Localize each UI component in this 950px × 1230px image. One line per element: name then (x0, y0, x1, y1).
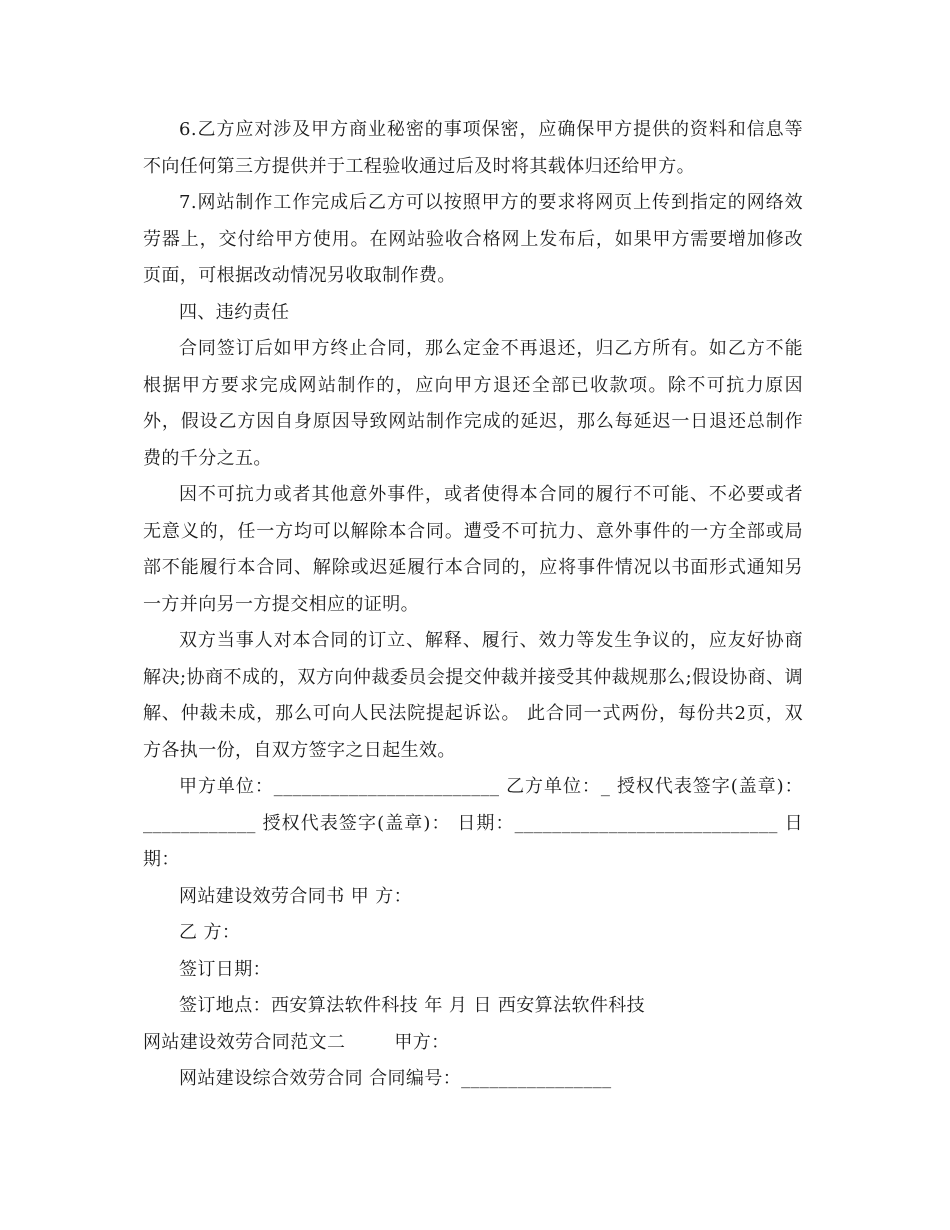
signature-block: 甲方单位：________________________ 乙方单位：_ 授权代表签字(盖章)：____________ 授权代表签字(盖章)： 日期：____________________________ 日期： (143, 776, 803, 870)
clause-6-paragraph: 6.乙方应对涉及甲方商业秘密的事项保密，应确保甲方提供的资料和信息等不向任何第三方提供并于工程验收通过后及时将其载体归还给甲方。 (143, 119, 803, 177)
sample-two-title-line: 网站建设效劳合同范文二 甲方： (143, 1031, 450, 1053)
sign-date-line: 签订日期： (179, 958, 271, 980)
breach-paragraph-force-majeure: 因不可抗力或者其他意外事件，或者使得本合同的履行不可能、不必要或者无意义的，任一方均可以解除本合同。遭受不可抗力、意外事件的一方全部或局部不能履行本合同、解除或迟延履行本合同的，应将事件情况以书面形式通知另一方并向另一方提交相应的证明。 (143, 484, 803, 615)
section-heading-breach-liability: 四、违约责任 (179, 301, 290, 323)
breach-paragraph-deposit: 合同签订后如甲方终止合同，那么定金不再退还，归乙方所有。如乙方不能根据甲方要求完成网站制作的，应向甲方退还全部已收款项。除不可抗力原因外，假设乙方因自身原因导致网站制作完成的延迟，那么每延迟一日退还总制作费的千分之五。 (143, 338, 803, 469)
clause-7-paragraph: 7.网站制作工作完成后乙方可以按照甲方的要求将网页上传到指定的网络效劳器上，交付给甲方使用。在网站验收合格网上发布后，如果甲方需要增加修改页面，可根据改动情况另收取制作费。 (143, 192, 803, 286)
party-b-line: 乙 方： (179, 922, 241, 943)
document-body (143, 112, 803, 1098)
sign-place-line: 签订地点：西安算法软件科技 年 月 日 西安算法软件科技 (179, 995, 646, 1016)
dispute-resolution-paragraph: 双方当事人对本合同的订立、解释、履行、效力等发生争议的，应友好协商解决;协商不成的，双方向仲裁委员会提交仲裁并接受其仲裁规那么;假设协商、调解、仲裁未成，那么可向人民法院提起诉讼。 此合同一式两份，每份共2页，双方各执一份，自双方签字之日起生效。 (143, 630, 803, 761)
contract-title-party-a: 网站建设效劳合同书 甲 方： (179, 885, 413, 907)
contract-number-line: 网站建设综合效劳合同 合同编号：________________ (179, 1068, 612, 1089)
